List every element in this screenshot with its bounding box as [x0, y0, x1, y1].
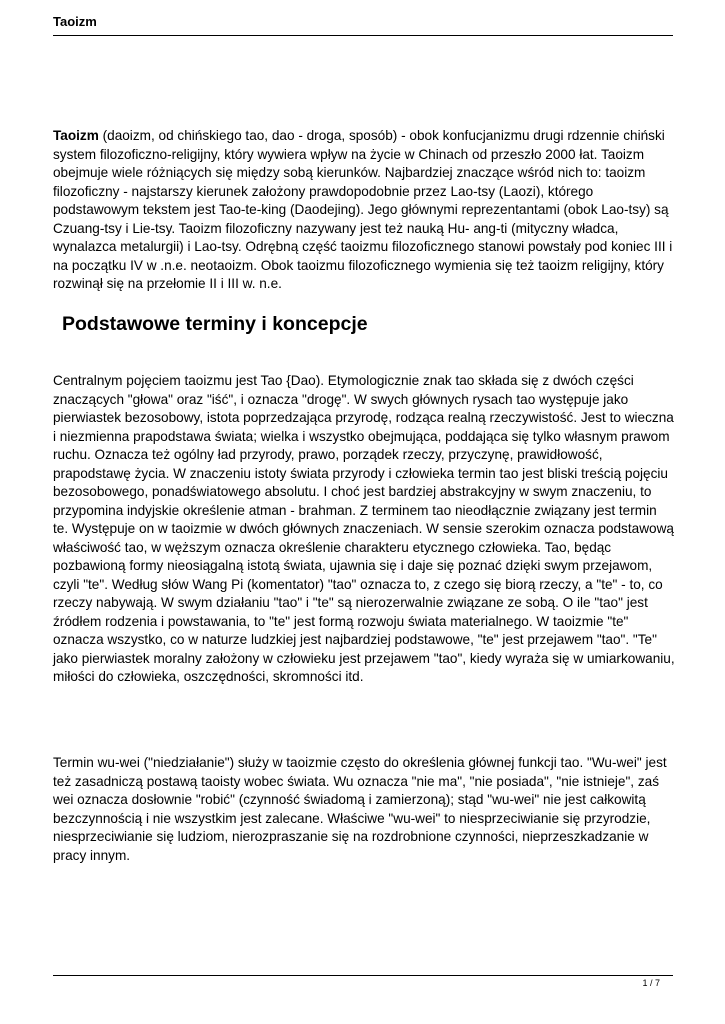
page-number: 1 / 7	[642, 978, 660, 988]
intro-text: (daoizm, od chińskiego tao, dao - droga, sposób) - obok konfucjanizmu drugi rdzennie chiński system filozoficzno-religijny, który wywiera wpływ na życie w Chinach od przeszło 2000 łat. Taoizm obejmuje wiele różniących się między sobą kierunków. Najbardziej znaczące wśród nich to: taoizm filozoficzny - najstarszy kierunek założony prawdopodobnie przez Lao-tsy (Laozi), którego podstawowym tekstem jest Tao-te-king (Daodejing). Jego głównymi reprezentantami (obok Lao-tsy) są Czuang-tsy i Lie-tsy. Taoizm filozoficzny nazywany jest też nauką Hu- ang-ti (mityczny władca, wynalazca metalurgii) i Lao-tsy. Odrębną część taoizmu filozoficznego stanowi powstały pod koniec III i na początku IV w .n.e. neotaoizm. Obok taoizmu filozoficznego wymienia się też taoizm religijny, który rozwinął się na przełomie II i III w. n.e.	[53, 128, 673, 291]
intro-term: Taoizm	[53, 128, 99, 143]
intro-paragraph	[53, 127, 675, 294]
page-header-title: Taoizm	[53, 14, 97, 29]
footer-divider	[53, 975, 673, 976]
section-heading: Podstawowe terminy i koncepcje	[62, 313, 368, 335]
header-divider	[53, 35, 673, 36]
paragraph-wu-wei: Termin wu-wei ("niedziałanie") służy w taoizmie często do określenia głównej funkcji tao. "Wu-wei" jest też zasadniczą postawą taoisty wobec świata. Wu oznacza "nie ma", "nie posiada", "nie istnieje", zaś wei oznacza dosłownie "robić" (czynność świadomą i zamierzoną); stąd "wu-wei" nie jest całkowitą bezczynnością i nie wszystkim jest zalecane. Właściwe "wu-wei" to niesprzeciwianie się przyrodzie, niesprzeciwianie się ludziom, nierozpraszanie się na rozdrobnione czynności, nieprzeszkadzanie w pracy innym.	[53, 755, 667, 863]
paragraph-tao-te: Centralnym pojęciem taoizmu jest Tao {Dao). Etymologicznie znak tao składa się z dwóch części znaczących "głowa" oraz "iść", i oznacza "drogę". W swych głównych rysach tao występuje jako pierwiastek bezosobowy, istota poprzedzająca przyrodę, rodząca realną rzeczywistość. Jest to wieczna i niezmienna prapodstawa świata; wielka i wszystko obejmująca, poddająca się tylko własnym prawom ruchu. Oznacza też ogólny ład przyrody, prawo, porządek rzeczy, przyczynę, prawidłowość, prapodstawę życia. W znaczeniu istoty świata przyrody i człowieka termin tao jest bliski treścią pojęciu bezosobowego, ponadświatowego absolutu. I choć jest bardziej abstrakcyjny w swym znaczeniu, to przypomina indyjskie określenie atman - brahman. Z terminem tao nieodłącznie związany jest termin te. Występuje on w taoizmie w dwóch głównych znaczeniach. W sensie szerokim oznacza podstawową właściwość tao, w węższym oznacza określenie charakteru etycznego człowieka. Tao, będąc pozbawioną formy nieosiągalną istotą świata, ujawnia się i daje się poznać dzięki swym przejawom, czyli "te". Według słów Wang Pi (komentator) "tao" oznacza to, z czego się biorą rzeczy, a "te" - to, co rzeczy nabywają. W swym działaniu "tao" i "te" są nierozerwalnie związane ze sobą. O ile "tao" jest źródłem rodzenia i powstawania, to "te" jest formą rozwoju świata materialnego. W taoizmie "te" oznacza wszystko, co w naturze ludzkiej jest najbardziej podstawowe, "te" jest przejawem "tao". "Te" jako pierwiastek moralny założony w człowieku jest przejawem "tao", kiedy wyraża się w umiarkowaniu, miłości do człowieka, oszczędności, skromności itd.	[53, 373, 675, 684]
